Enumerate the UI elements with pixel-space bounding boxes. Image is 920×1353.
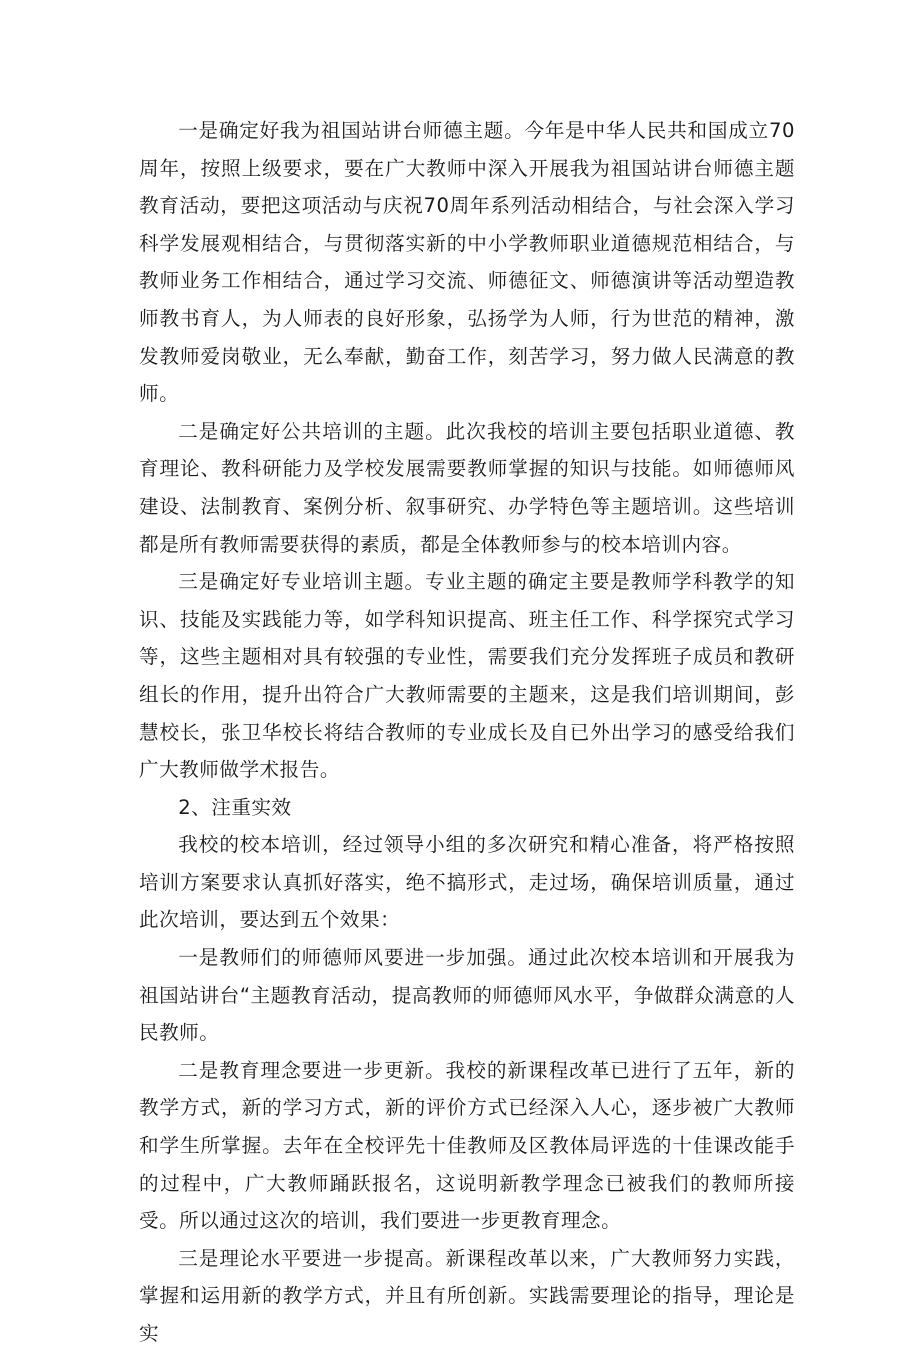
paragraph-public-training-theme: 二是确定好公共培训的主题。此次我校的培训主要包括职业道德、教育理论、教科研能力及学校发展需要教师掌握的知识与技能。如师德师风建设、法制教育、案例分析、叙事研究、办学特色等主题培训。这些培训都是所有教师需要获得的素质，都是全体教师参与的校本培训内容。 <box>139 419 795 556</box>
paragraph-teacher-ethics-theme: 一是确定好我为祖国站讲台师德主题。今年是中华人民共和国成立70周年，按照上级要求，要在广大教师中深入开展我为祖国站讲台师德主题教育活动，要把这项活动与庆祝70周年系列活动相结合，与社会深入学习科学发展观相结合，与贯彻落实新的中小学教师职业道德规范相结合，与教师业务工作相结合，通过学习交流、师德征文、师德演讲等活动塑造教师教书育人，为人师表的良好形象，弘扬学为人师，行为世范的精神，激发教师爱岗敬业，无么奉献，勤奋工作，刻苦学习，努力做人民满意的教师。 <box>139 119 795 406</box>
section-heading: 2、注重实效 <box>178 795 292 819</box>
paragraph-ethics-strengthening: 一是教师们的师德师风要进一步加强。通过此次校本培训和开展我为祖国站讲台“主题教育活动，提高教师的师德师风水平，争做群众满意的人民教师。 <box>139 946 795 1045</box>
paragraph-professional-training-theme: 三是确定好专业培训主题。专业主题的确定主要是教师学科教学的知识、技能及实践能力等，如学科知识提高、班主任工作、科学探究式学习等，这些主题相对具有较强的专业性，需要我们充分发挥班子成员和教研组长的作用，提升出符合广大教师需要的主题来，这是我们培训期间，彭慧校长，张卫华校长将结合教师的专业成长及自已外出学习的感受给我们广大教师做学术报告。 <box>139 570 795 782</box>
paragraph-concept-update: 二是教育理念要进一步更新。我校的新课程改革已进行了五年，新的教学方式，新的学习方式，新的评价方式已经深入人心，逐步被广大教师和学生所掌握。去年在全校评先十佳教师及区教体局评选的十佳课改能手的过程中，广大教师踊跃报名，这说明新教学理念已被我们的教师所接受。所以通过这次的培训，我们要进一步更教育理念。 <box>139 1058 795 1233</box>
document-body <box>139 112 795 1353</box>
paragraph-training-goals-intro: 我校的校本培训，经过领导小组的多次研究和精心准备，将严格按照培训方案要求认真抓好落实，绝不搞形式，走过场，确保培训质量，通过此次培训，要达到五个效果： <box>139 833 795 932</box>
paragraph-theory-improvement: 三是理论水平要进一步提高。新课程改革以来，广大教师努力实践，掌握和运用新的教学方式，并且有所创新。实践需要理论的指导，理论是实 <box>139 1246 795 1345</box>
